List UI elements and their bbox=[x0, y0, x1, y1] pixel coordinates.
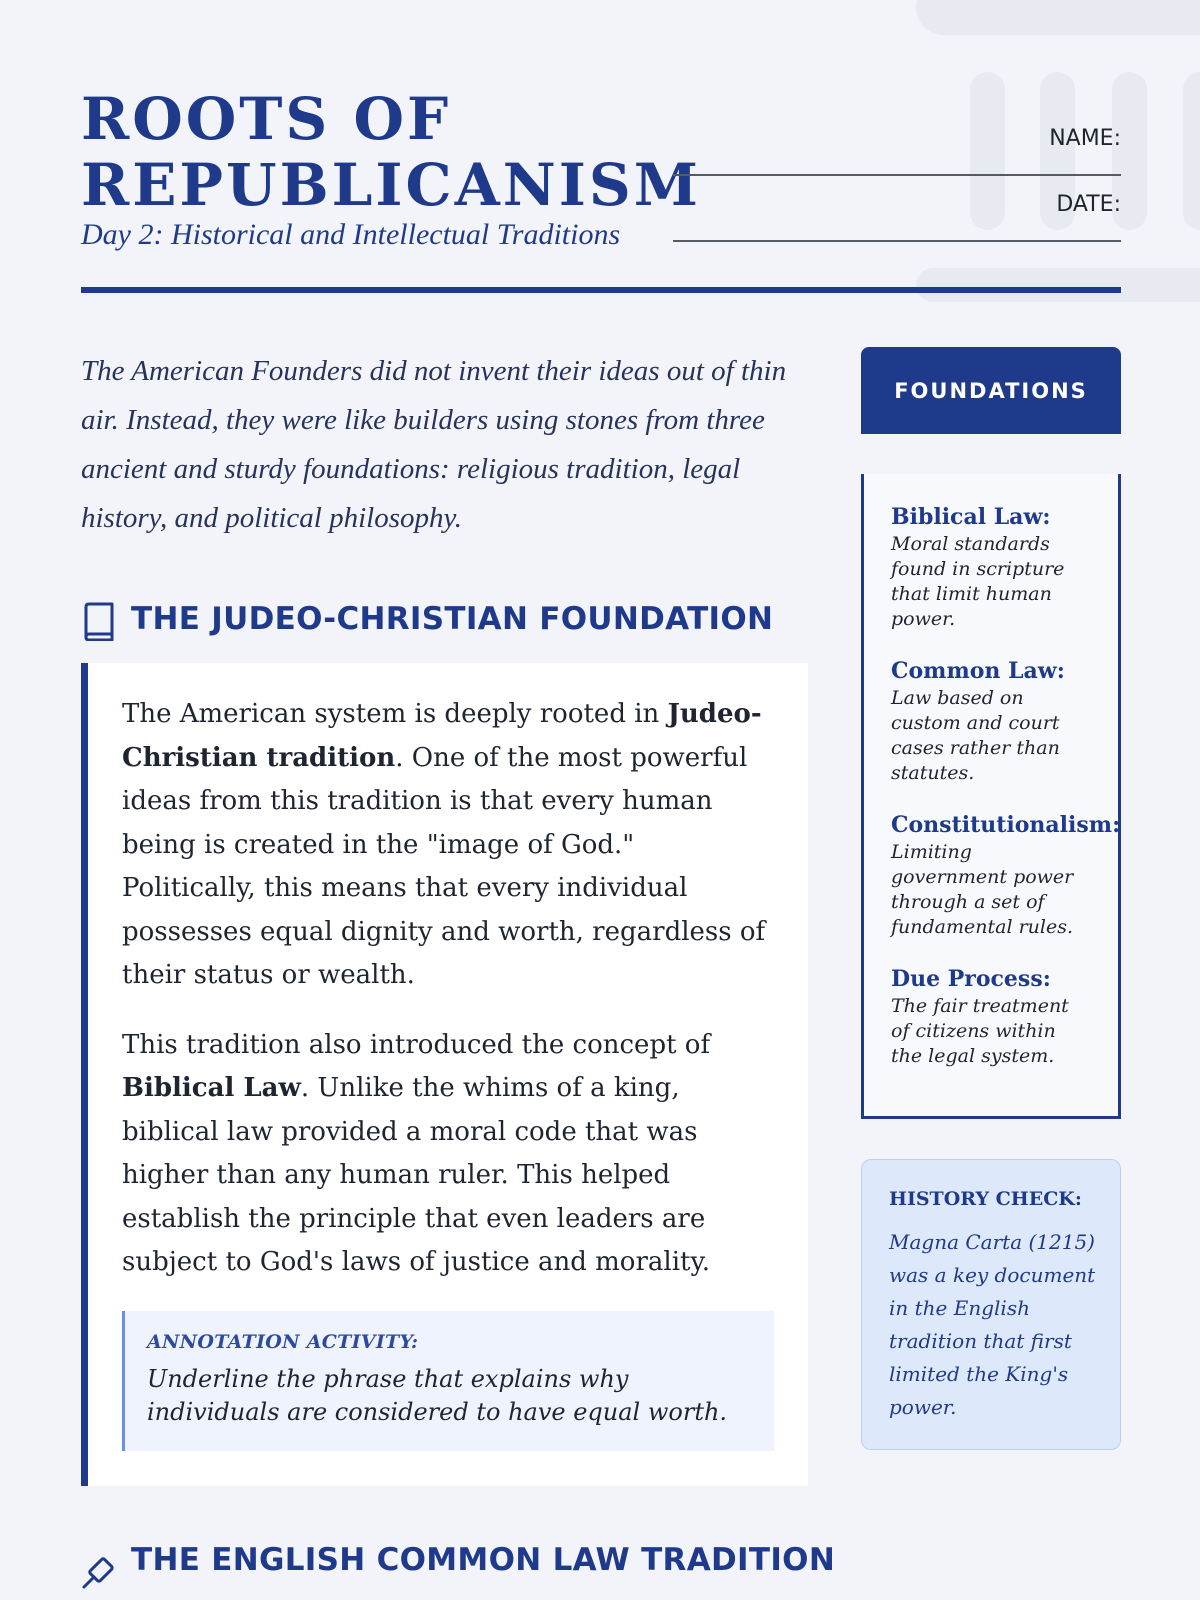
term-definition: Limiting government power through a set of fundamental rules. bbox=[891, 841, 1074, 938]
term-definition: Moral standards found in scripture that limit human power. bbox=[891, 533, 1065, 630]
gavel-icon bbox=[81, 1554, 117, 1594]
annotation-text: Underline the phrase that explains why individuals are considered to have equal worth. bbox=[147, 1364, 728, 1426]
book-icon bbox=[81, 601, 117, 641]
date-line[interactable] bbox=[673, 240, 1121, 242]
section-heading-common-law bbox=[81, 1540, 835, 1594]
glossary-term bbox=[891, 964, 1110, 1069]
text-run: The American system is deeply rooted in bbox=[122, 699, 668, 729]
title-line-1: ROOTS OF bbox=[81, 85, 452, 153]
header-rule bbox=[81, 287, 1121, 293]
paragraph-2 bbox=[122, 1024, 774, 1285]
paragraph-1 bbox=[122, 693, 774, 998]
intro-paragraph: The American Founders did not invent their ideas out of thin air. Instead, they were like builders using stones from three ancient and sturdy foundations: religious tradition, legal history, and political philosophy. bbox=[81, 355, 787, 534]
glossary-term bbox=[891, 810, 1121, 940]
title-line-2: REPUBLICANISM bbox=[81, 151, 701, 219]
date-field[interactable] bbox=[673, 192, 1121, 258]
term-name: Due Process: bbox=[891, 966, 1051, 992]
history-check-text: Magna Carta (1215) was a key document in the English tradition that first limited the King's power. bbox=[889, 1230, 1096, 1419]
term-name: Common Law: bbox=[891, 658, 1065, 684]
foundations-heading: FOUNDATIONS bbox=[861, 347, 1121, 434]
term-name: Constitutionalism: bbox=[891, 812, 1121, 838]
decor-bar bbox=[1183, 72, 1200, 230]
history-check-title: HISTORY CHECK: bbox=[889, 1188, 1082, 1210]
content-card bbox=[81, 663, 808, 1486]
key-term: Judeo-Christian tradition bbox=[122, 699, 762, 773]
name-field[interactable] bbox=[673, 126, 1121, 192]
decor-pill-top bbox=[916, 0, 1200, 35]
glossary-term bbox=[891, 502, 1110, 632]
foundations-glossary bbox=[861, 474, 1121, 1119]
page-header bbox=[81, 86, 1121, 296]
section-title: THE ENGLISH COMMON LAW TRADITION bbox=[131, 1542, 836, 1578]
annotation-activity bbox=[122, 1311, 774, 1451]
glossary-term bbox=[891, 656, 1110, 786]
section-title: THE JUDEO-CHRISTIAN FOUNDATION bbox=[131, 601, 774, 637]
term-definition: The fair treatment of citizens within the legal system. bbox=[891, 995, 1069, 1067]
annotation-title: ANNOTATION ACTIVITY: bbox=[147, 1330, 419, 1353]
term-name: Biblical Law: bbox=[891, 504, 1051, 530]
name-label: NAME: bbox=[1049, 126, 1121, 151]
name-line[interactable] bbox=[673, 174, 1121, 176]
term-definition: Law based on custom and court cases rather than statutes. bbox=[891, 687, 1060, 784]
text-run: . One of the most powerful ideas from this tradition is that every human being is created in the "image of God." Politically, this means that every individual possesses equal dignity and worth, regardless of their status or wealth. bbox=[122, 742, 766, 990]
page-subtitle: Day 2: Historical and Intellectual Traditions bbox=[81, 218, 621, 251]
date-label: DATE: bbox=[1056, 192, 1121, 217]
history-check-callout bbox=[861, 1159, 1121, 1450]
text-run: This tradition also introduced the concept of bbox=[122, 1029, 711, 1060]
student-fields bbox=[673, 126, 1121, 258]
text-run: . Unlike the whims of a king, biblical law provided a moral code that was higher than any human ruler. This helped establish the principle that even leaders are subject to God's laws of justice and morality. bbox=[122, 1073, 710, 1277]
key-term: Biblical Law bbox=[122, 1073, 301, 1103]
section-heading-judeo-christian bbox=[81, 599, 773, 641]
page-title bbox=[81, 85, 701, 219]
